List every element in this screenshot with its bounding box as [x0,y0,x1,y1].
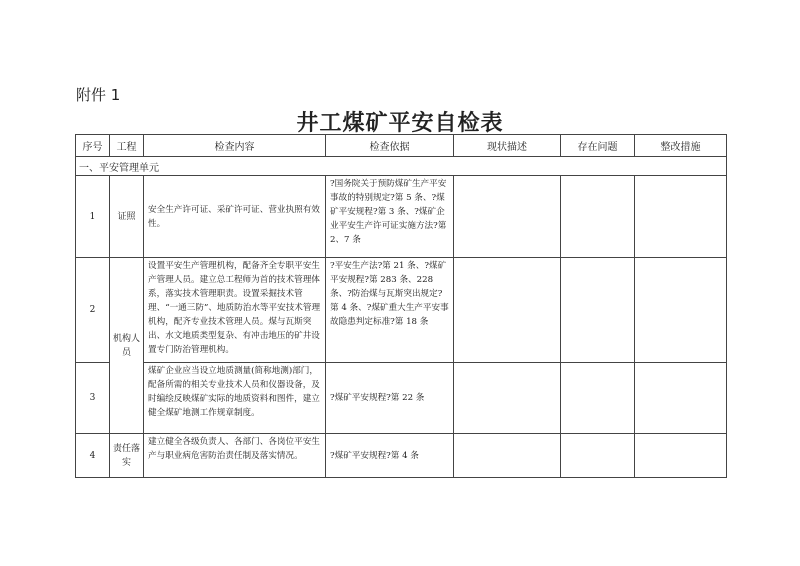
self-check-table [75,134,727,478]
table-row [76,176,727,258]
row-status-cell[interactable] [454,434,561,478]
header-no: 序号 [76,135,110,157]
row-problem-cell[interactable] [561,258,635,363]
table-header-row [76,135,727,157]
row-project: 责任落实 [110,434,144,478]
row-no: 4 [76,434,110,478]
row-no: 3 [76,363,110,434]
row-measure-cell[interactable] [635,258,727,363]
row-basis: ?煤矿平安规程?第 4 条 [326,434,454,478]
row-basis: ?国务院关于预防煤矿生产平安事故的特别规定?第 5 条、?煤矿平安规程?第 3 条、?煤矿企业平安生产许可证实施方法?第 2、7 条 [326,176,454,258]
page-title: 井工煤矿平安自检表 [296,110,504,136]
section-title: 一、平安管理单元 [76,157,727,176]
header-measure: 整改措施 [635,135,727,157]
table-row [76,434,727,478]
row-no: 2 [76,258,110,363]
row-measure-cell[interactable] [635,363,727,434]
row-content: 设置平安生产管理机构，配备齐全专职平安生产管理人员。建立总工程师为首的技术管理体系，落实技术管理职责。设置采掘技术管理、“一通三防”、地质防治水等平安技术管理机构，配齐专业技术管理人员。煤与瓦斯突出、水文地质类型复杂、有冲击地压的矿井设置专门防治管理机构。 [144,258,326,363]
row-status-cell[interactable] [454,363,561,434]
row-content: 建立健全各级负责人、各部门、各岗位平安生产与职业病危害防治责任制及落实情况。 [144,434,326,478]
row-basis: ?平安生产法?第 21 条、?煤矿平安规程?第 283 条、228 条、?防治煤与瓦斯突出规定?第 4 条、?煤矿重大生产平安事故隐患判定标准?第 18 条 [326,258,454,363]
header-problem: 存在问题 [561,135,635,157]
row-no: 1 [76,176,110,258]
header-project: 工程 [110,135,144,157]
row-basis: ?煤矿平安规程?第 22 条 [326,363,454,434]
table-row [76,363,727,434]
row-measure-cell[interactable] [635,434,727,478]
attachment-label: 附件 1 [76,86,121,104]
row-project: 证照 [110,176,144,258]
row-problem-cell[interactable] [561,363,635,434]
header-status: 现状描述 [454,135,561,157]
header-basis: 检查依据 [326,135,454,157]
row-status-cell[interactable] [454,258,561,363]
row-content: 安全生产许可证、采矿许可证、营业执照有效性。 [144,176,326,258]
row-problem-cell[interactable] [561,434,635,478]
row-status-cell[interactable] [454,176,561,258]
row-content: 煤矿企业应当设立地质测量(简称地测)部门，配备所需的相关专业技术人员和仪器设备，及时编绘反映煤矿实际的地质资料和图件，建立健全煤矿地测工作规章制度。 [144,363,326,434]
section-row [76,157,727,176]
header-content: 检查内容 [144,135,326,157]
row-project-merged: 机构人员 [110,258,144,434]
row-problem-cell[interactable] [561,176,635,258]
row-measure-cell[interactable] [635,176,727,258]
table-row [76,258,727,363]
